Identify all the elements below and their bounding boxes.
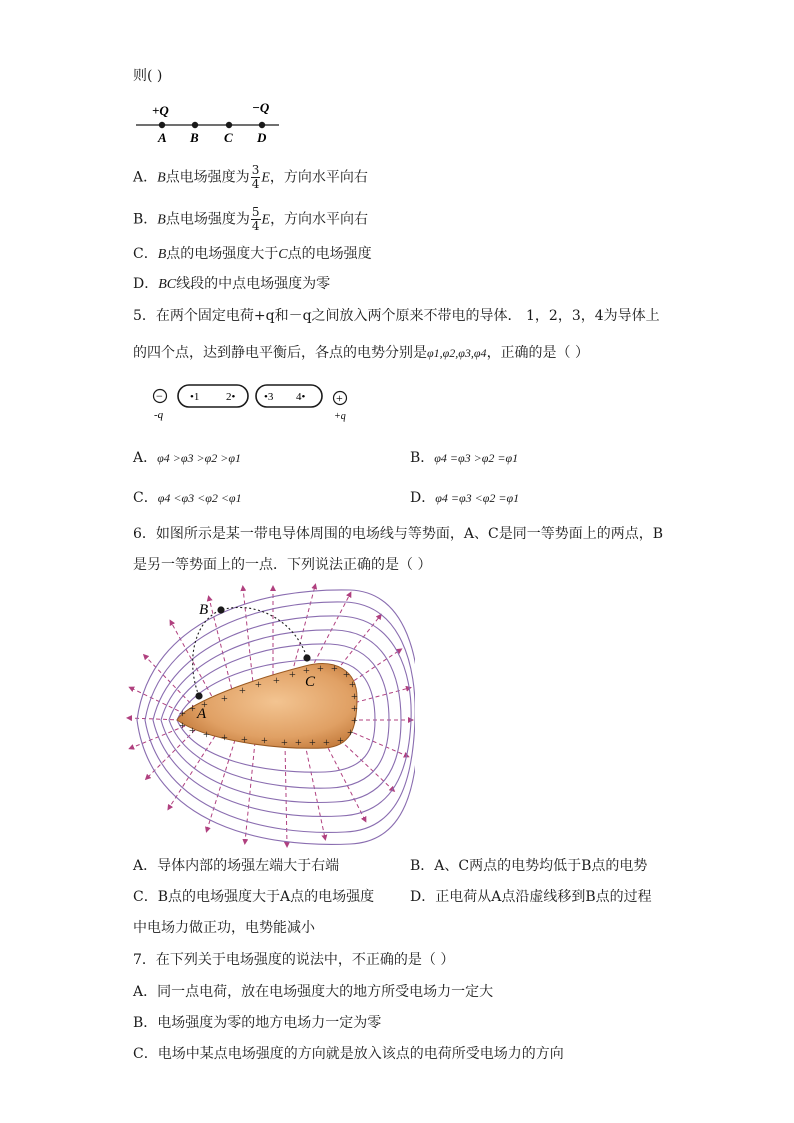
svg-text:+: + [241, 732, 248, 746]
svg-text:+: + [281, 735, 288, 749]
svg-text:+: + [189, 723, 196, 737]
svg-text:+: + [351, 689, 358, 703]
q4-charge-line-figure [133, 98, 283, 148]
q5-conductors-figure [148, 382, 358, 426]
neg-charge-label: -q [154, 409, 164, 421]
svg-text:+: + [323, 735, 330, 749]
point-1: •1 [190, 391, 200, 403]
svg-text:+: + [179, 706, 186, 720]
point-2: 2• [226, 391, 236, 403]
fraction-5-4: $\frac{5}{4}$ [251, 205, 260, 233]
q4-option-d: D．BC线段的中点电场强度为零 [133, 276, 331, 292]
svg-text:+: + [343, 667, 350, 681]
svg-text:+: + [221, 730, 228, 744]
q4-stem-end: 则( ) [133, 68, 163, 84]
q6-option-a: A．导体内部的场强左端大于右端 [133, 858, 340, 874]
svg-text:+: + [303, 663, 310, 677]
svg-text:+: + [203, 727, 210, 741]
q6-option-c: C．B点的电场强度大于A点的电场强度 [133, 889, 375, 905]
q5-option-d: D．φ4 =φ3 <φ2 =φ1 [410, 490, 520, 506]
label-point-a: A [158, 130, 167, 145]
point-4: 4• [296, 391, 306, 403]
pos-charge-label: +q [334, 411, 346, 422]
svg-text:+: + [331, 661, 338, 675]
q6-option-b: B．A、C两点的电势均低于B点的电势 [410, 858, 648, 874]
label-point-c: C [224, 130, 233, 145]
fraction-3-4: $\frac{3}{4}$ [251, 163, 260, 191]
point-3: •3 [264, 391, 274, 403]
q6-field-figure [125, 580, 415, 850]
label-point-d: D [257, 130, 267, 145]
svg-text:+: + [349, 677, 356, 691]
svg-text:+: + [337, 733, 344, 747]
point-c-dot [303, 654, 310, 661]
q7-option-a: A．同一点电荷，放在电场强度大的地方所受电场力一定大 [133, 984, 494, 1000]
q5-option-b: B．φ4 =φ3 >φ2 =φ1 [410, 450, 519, 466]
q7-option-b: B．电场强度为零的地方电场力一定为零 [133, 1015, 382, 1031]
svg-text:+: + [317, 661, 324, 675]
neg-charge-sign: − [156, 389, 163, 403]
q4-option-c: C．B点的电场强度大于C点的电场强度 [133, 246, 372, 262]
svg-text:+: + [351, 701, 358, 715]
q5-option-c: C．φ4 <φ3 <φ2 <φ1 [133, 490, 242, 506]
q7-stem: 7．在下列关于电场强度的说法中，不正确的是（ ） [133, 952, 455, 968]
label-b: B [199, 602, 209, 618]
label-a: A [197, 706, 207, 722]
svg-text:+: + [261, 733, 268, 747]
label-minus-q: −Q [252, 100, 270, 115]
q4-option-b: B．B点电场强度为 $\frac{5}{4}$ E，方向水平向右 [133, 205, 369, 233]
q6-stem-line2: 是另一等势面上的一点．下列说法正确的是（ ） [133, 557, 432, 573]
q6-option-d-line2: 中电场力做正功，电势能减小 [133, 920, 315, 936]
svg-text:+: + [295, 735, 302, 749]
svg-text:+: + [221, 691, 228, 705]
svg-text:+: + [309, 735, 316, 749]
svg-text:+: + [189, 701, 196, 715]
q7-option-c: C．电场中某点电场强度的方向就是放入该点的电荷所受电场力的方向 [133, 1046, 564, 1062]
q5-stem-line2: 的四个点，达到静电平衡后，各点的电势分别是φ1,φ2,φ3,φ4，正确的是（ ） [133, 345, 590, 361]
svg-text:+: + [289, 667, 296, 681]
svg-text:+: + [201, 697, 208, 711]
svg-text:+: + [179, 718, 186, 732]
svg-text:+: + [347, 725, 354, 739]
q4-option-a: A．B点电场强度为 $\frac{3}{4}$ E，方向水平向右 [133, 163, 368, 191]
pos-charge-sign: + [336, 391, 343, 405]
label-point-b: B [190, 130, 199, 145]
svg-text:+: + [255, 677, 262, 691]
q5-stem-line1: 5．在两个固定电荷+q和－q之间放入两个原来不带电的导体． 1，2，3，4为导体上 [133, 308, 660, 324]
label-c: C [305, 674, 316, 690]
label-plus-q: +Q [152, 103, 169, 118]
q6-stem-line1: 6．如图所示是某一带电导体周围的电场线与等势面，A、C是同一等势面上的两点，B [133, 526, 664, 542]
point-a-dot [195, 692, 202, 699]
q6-option-d-line1: D．正电荷从A点沿虚线移到B点的过程 [410, 889, 652, 905]
svg-text:+: + [273, 673, 280, 687]
point-b-dot [217, 606, 224, 613]
svg-text:+: + [239, 683, 246, 697]
svg-text:+: + [351, 713, 358, 727]
q5-option-a: A．φ4 >φ3 >φ2 >φ1 [133, 450, 241, 466]
